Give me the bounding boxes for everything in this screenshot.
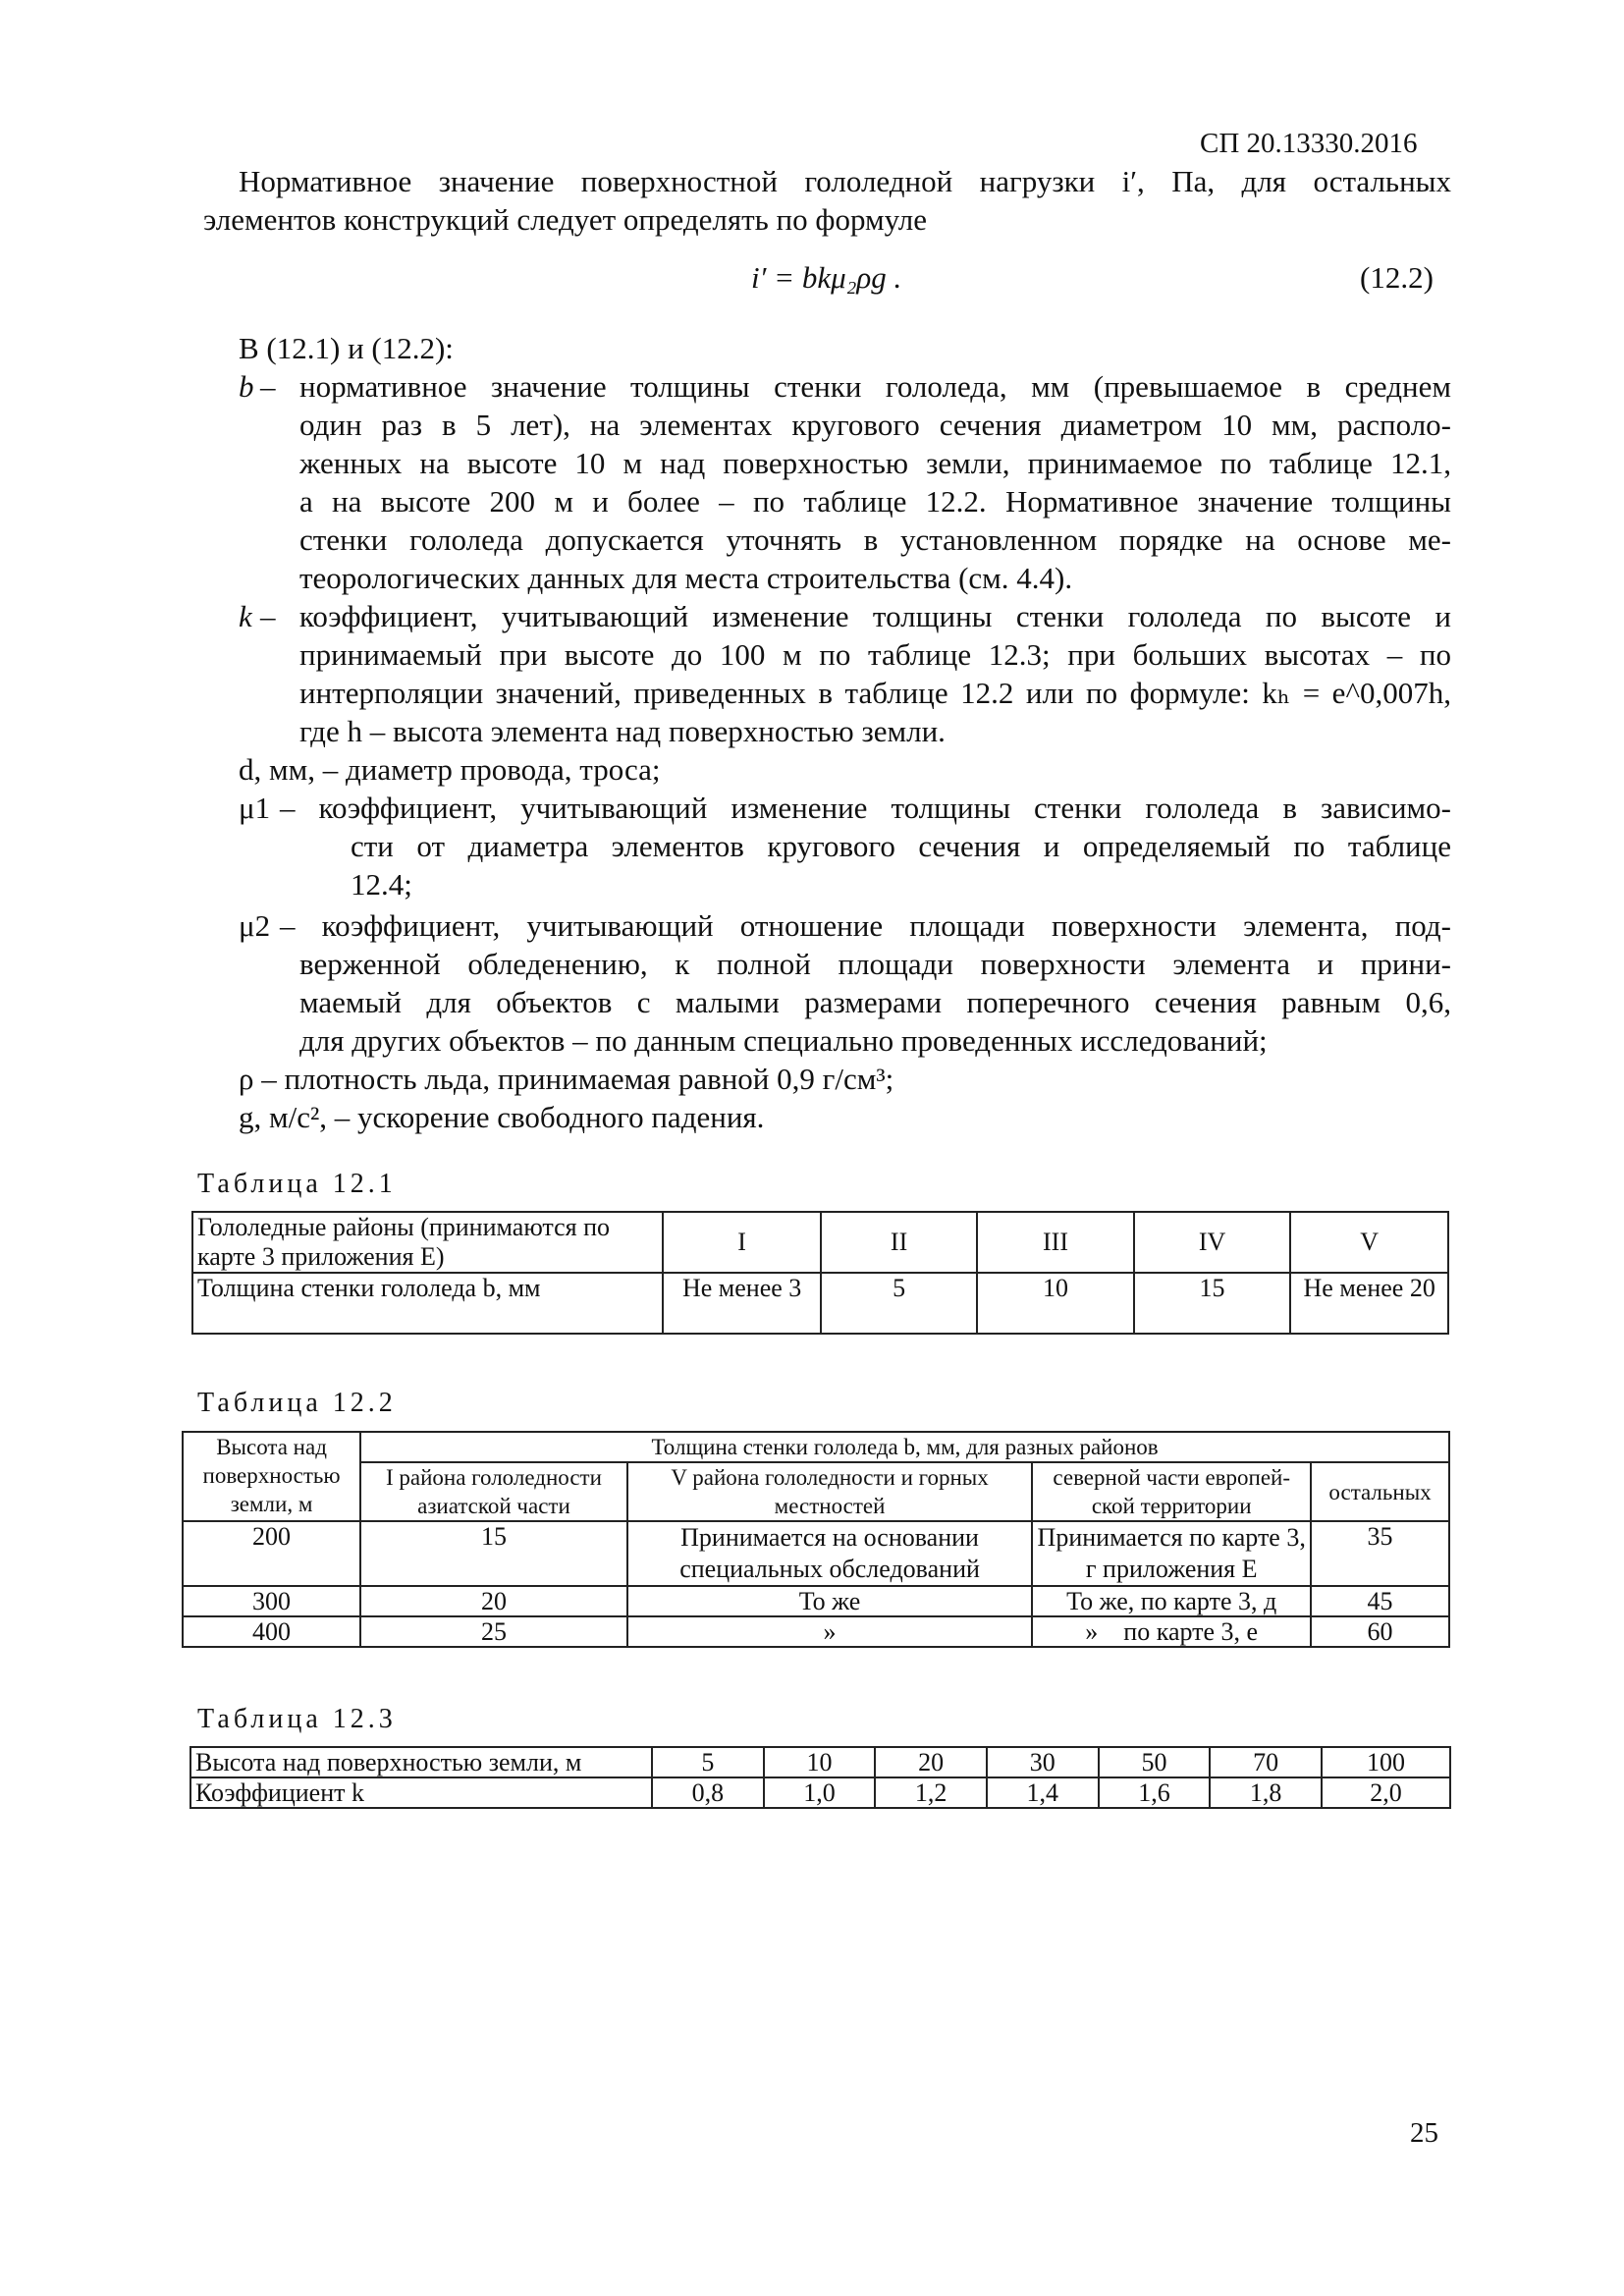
formula-number: (12.2) (1360, 260, 1434, 295)
def-mu1-line: сти от диаметра элементов кругового сечения и определяемый по таблице (351, 829, 1451, 863)
def-b-line: – нормативное значение толщины стенки гололеда, мм (превышаемое в среднем (260, 369, 1451, 404)
def-b-line: теорологических данных для места строительства (см. 4.4). (299, 561, 1073, 595)
def-d: d, мм, – диаметр провода, троса; (239, 752, 661, 787)
table-12-3-caption: Таблица 12.3 (197, 1704, 397, 1734)
table-cell: Не менее 3 (663, 1273, 821, 1334)
table-cell: 1,8 (1210, 1777, 1322, 1808)
table-cell: 35 (1311, 1521, 1449, 1586)
table-cell: Высота над поверхностью земли, м (190, 1747, 652, 1777)
table-cell: 400 (183, 1616, 360, 1647)
table-row (183, 1521, 1449, 1586)
def-k-line: где h – высота элемента над поверхностью земли. (299, 714, 946, 748)
table-row (190, 1777, 1450, 1808)
document-code: СП 20.13330.2016 (1200, 128, 1418, 159)
table-cell: 300 (183, 1586, 360, 1616)
def-b-symbol: b (239, 369, 254, 404)
table-cell: 10 (764, 1747, 876, 1777)
intro-line-2: элементов конструкций следует определять по формуле (203, 202, 927, 237)
def-b-line: женных на высоте 10 м над поверхностью земли, принимаемое по таблице 12.1, (299, 446, 1451, 480)
table-12-3 (189, 1746, 1451, 1809)
def-b-line: а на высоте 200 м и более – по таблице 12.2. Нормативное значение толщины (299, 484, 1451, 519)
table-cell: 1,6 (1099, 1777, 1211, 1808)
table-cell: 0,8 (652, 1777, 764, 1808)
table-row (192, 1212, 1448, 1273)
table-cell: 15 (360, 1521, 627, 1586)
table-cell: 15 (1134, 1273, 1291, 1334)
table-cell: IV (1134, 1212, 1291, 1273)
table-12-1-caption: Таблица 12.1 (197, 1169, 397, 1199)
def-k-symbol: k (239, 599, 252, 633)
def-mu1-symbol: μ1 (239, 791, 271, 825)
table-12-2 (182, 1431, 1450, 1648)
def-g: g, м/с², – ускорение свободного падения. (239, 1100, 765, 1134)
table-cell: 10 (977, 1273, 1134, 1334)
def-mu1-line: – коэффициент, учитывающий изменение толщины стенки гололеда в зависимо- (280, 791, 1451, 825)
table-cell: остальных (1311, 1462, 1449, 1521)
table-row (183, 1586, 1449, 1616)
table-row (190, 1747, 1450, 1777)
def-mu2-line: верженной обледенению, к полной площади поверхности элемента и прини- (299, 947, 1451, 981)
def-mu2-line: – коэффициент, учитывающий отношение площади поверхности элемента, под- (280, 908, 1451, 943)
def-mu2-symbol: μ2 (239, 908, 271, 943)
table-cell: Коэффициент k (190, 1777, 652, 1808)
table-cell: Принимается на основании специальных обследований (627, 1521, 1033, 1586)
table-cell: II (821, 1212, 977, 1273)
table-cell: » по карте 3, е (1032, 1616, 1311, 1647)
intro-line-1: Нормативное значение поверхностной гололедной нагрузки i′, Па, для остальных (239, 164, 1451, 198)
table-cell: Толщина стенки гололеда b, мм, для разных районов (360, 1432, 1449, 1462)
def-k-line: – коэффициент, учитывающий изменение толщины стенки гололеда по высоте и (260, 599, 1451, 633)
table-cell: 200 (183, 1521, 360, 1586)
page-number: 25 (1410, 2117, 1438, 2149)
table-cell: V района гололедности и горных местностей (627, 1462, 1033, 1521)
table-cell: 60 (1311, 1616, 1449, 1647)
formula-12-2: i′ = bkμ₂ρg . (751, 260, 902, 295)
def-k-line: интерполяции значений, приведенных в таблице 12.2 или по формуле: kₕ = e^0,007h, (299, 676, 1451, 710)
def-mu2-line: для других объектов – по данным специально проведенных исследований; (299, 1023, 1268, 1058)
table-cell: Гололедные районы (принимаются по карте 3 приложения Е) (192, 1212, 663, 1273)
table-cell: То же, по карте 3, д (1032, 1586, 1311, 1616)
table-cell: 25 (360, 1616, 627, 1647)
table-12-2-caption: Таблица 12.2 (197, 1388, 397, 1418)
table-cell: 20 (360, 1586, 627, 1616)
table-cell: 1,2 (875, 1777, 987, 1808)
table-cell: 30 (987, 1747, 1099, 1777)
table-cell: 100 (1322, 1747, 1450, 1777)
table-cell: Высота над поверхностью земли, м (183, 1432, 360, 1521)
table-row (192, 1273, 1448, 1334)
table-cell: Не менее 20 (1290, 1273, 1448, 1334)
def-rho: ρ – плотность льда, принимаемая равной 0,9 г/см³; (239, 1062, 894, 1096)
table-cell: северной части европей-ской территории (1032, 1462, 1311, 1521)
table-cell: V (1290, 1212, 1448, 1273)
table-cell: 45 (1311, 1586, 1449, 1616)
table-cell: I (663, 1212, 821, 1273)
table-row (183, 1462, 1449, 1521)
table-cell: 5 (652, 1747, 764, 1777)
table-row (183, 1432, 1449, 1462)
def-k-line: принимаемый при высоте до 100 м по таблице 12.3; при больших высотах – по (299, 637, 1451, 672)
table-12-1 (191, 1211, 1449, 1335)
table-cell: 70 (1210, 1747, 1322, 1777)
table-cell: » (627, 1616, 1033, 1647)
def-mu1-line: 12.4; (351, 867, 412, 902)
table-cell: I района гололедности азиатской части (360, 1462, 627, 1521)
table-cell: 50 (1099, 1747, 1211, 1777)
where-heading: В (12.1) и (12.2): (239, 331, 454, 365)
table-cell: 5 (821, 1273, 977, 1334)
def-b-line: стенки гололеда допускается уточнять в установленном порядке на основе ме- (299, 522, 1451, 557)
table-cell: 20 (875, 1747, 987, 1777)
table-cell: 1,0 (764, 1777, 876, 1808)
table-cell: 2,0 (1322, 1777, 1450, 1808)
table-row (183, 1616, 1449, 1647)
table-cell: То же (627, 1586, 1033, 1616)
def-mu2-line: маемый для объектов с малыми размерами поперечного сечения равным 0,6, (299, 985, 1451, 1019)
table-cell: Толщина стенки гололеда b, мм (192, 1273, 663, 1334)
table-cell: Принимается по карте 3, г приложения Е (1032, 1521, 1311, 1586)
table-cell: 1,4 (987, 1777, 1099, 1808)
table-cell: III (977, 1212, 1134, 1273)
def-b-line: один раз в 5 лет), на элементах кругового сечения диаметром 10 мм, располо- (299, 408, 1451, 442)
